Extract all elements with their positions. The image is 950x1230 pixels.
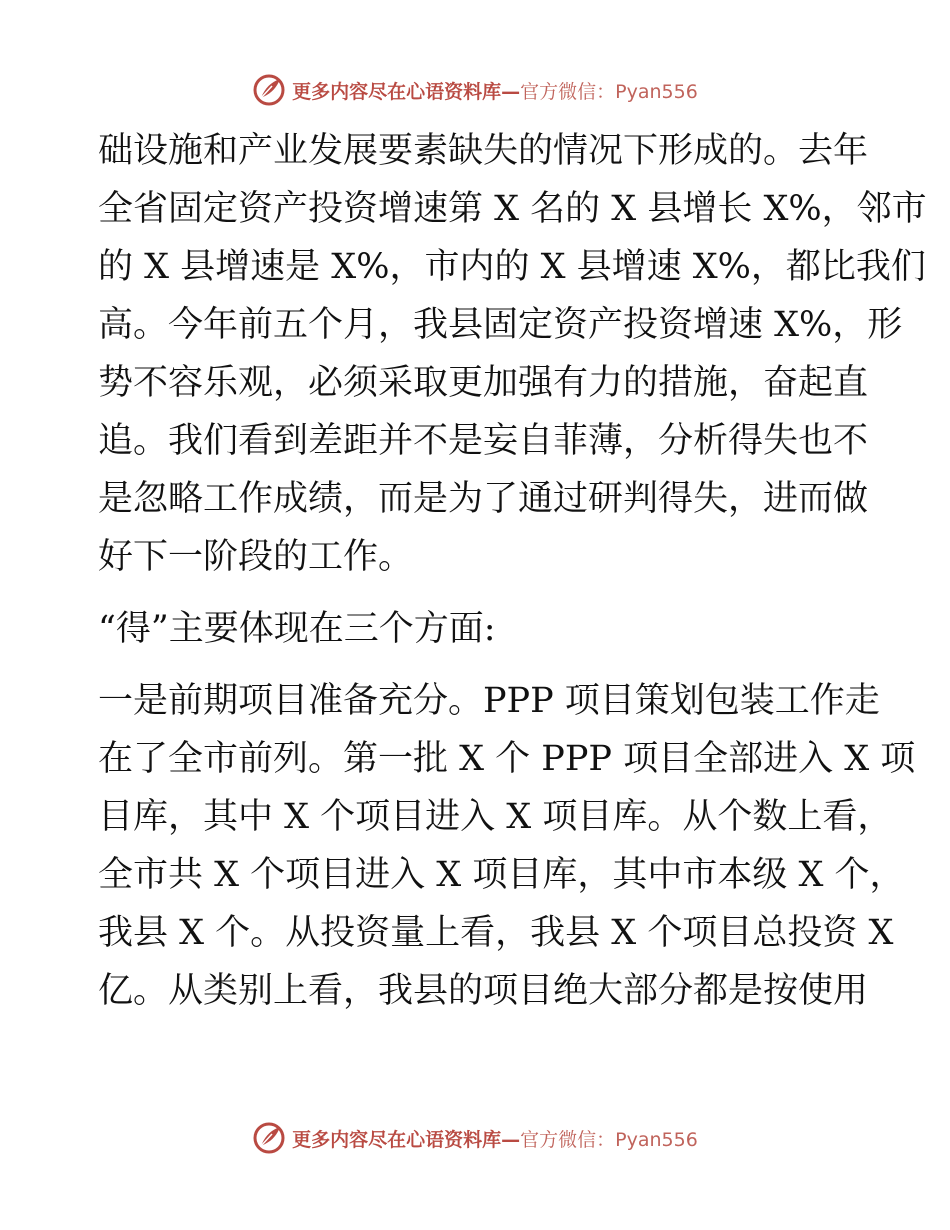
text-line: 是忽略工作成绩，而是为了通过研判得失，进而做	[98, 479, 869, 519]
section-heading: “得”主要体现在三个方面:	[98, 609, 496, 649]
banner-text	[292, 1125, 698, 1152]
header-banner	[0, 70, 950, 110]
paragraph-1	[98, 122, 927, 586]
banner-brand-text: 更多内容尽在心语资料库	[292, 1128, 502, 1151]
banner-brand-text: 更多内容尽在心语资料库	[292, 80, 502, 103]
banner-dash: —	[501, 80, 521, 103]
document-body	[98, 122, 927, 1020]
text-line: 亿。从类别上看，我县的项目绝大部分都是按使用	[98, 971, 869, 1011]
paragraph-3	[98, 672, 916, 1020]
text-line: 一是前期项目准备充分。PPP 项目策划包装工作走	[98, 681, 880, 721]
banner-dash: —	[501, 1128, 521, 1151]
text-line: 在了全市前列。第一批 X 个 PPP 项目全部进入 X 项	[98, 739, 916, 779]
text-line: 高。今年前五个月，我县固定资产投资增速 X%，形	[98, 305, 903, 345]
text-line: 的 X 县增速是 X%，市内的 X 县增速 X%，都比我们	[98, 247, 926, 287]
banner-wechat-text: 官方微信：Pyan556	[520, 1128, 698, 1151]
feather-pen-logo-icon	[252, 73, 286, 107]
feather-pen-logo-icon	[252, 1121, 286, 1155]
text-line: 全省固定资产投资增速第 X 名的 X 县增长 X%，邻市	[98, 189, 927, 229]
banner-text	[292, 77, 698, 104]
text-line: 础设施和产业发展要素缺失的情况下形成的。去年	[98, 131, 869, 171]
footer-banner	[0, 1118, 950, 1158]
text-line: 我县 X 个。从投资量上看，我县 X 个项目总投资 X	[98, 913, 894, 953]
banner-wechat-text: 官方微信：Pyan556	[520, 80, 698, 103]
text-line: 目库，其中 X 个项目进入 X 项目库。从个数上看，	[98, 797, 893, 837]
text-line: 全市共 X 个项目进入 X 项目库，其中市本级 X 个，	[98, 855, 905, 895]
text-line: 好下一阶段的工作。	[98, 537, 414, 577]
paragraph-2	[98, 600, 858, 658]
text-line: 势不容乐观，必须采取更加强有力的措施，奋起直	[98, 363, 869, 403]
text-line: 追。我们看到差距并不是妄自菲薄，分析得失也不	[98, 421, 869, 461]
